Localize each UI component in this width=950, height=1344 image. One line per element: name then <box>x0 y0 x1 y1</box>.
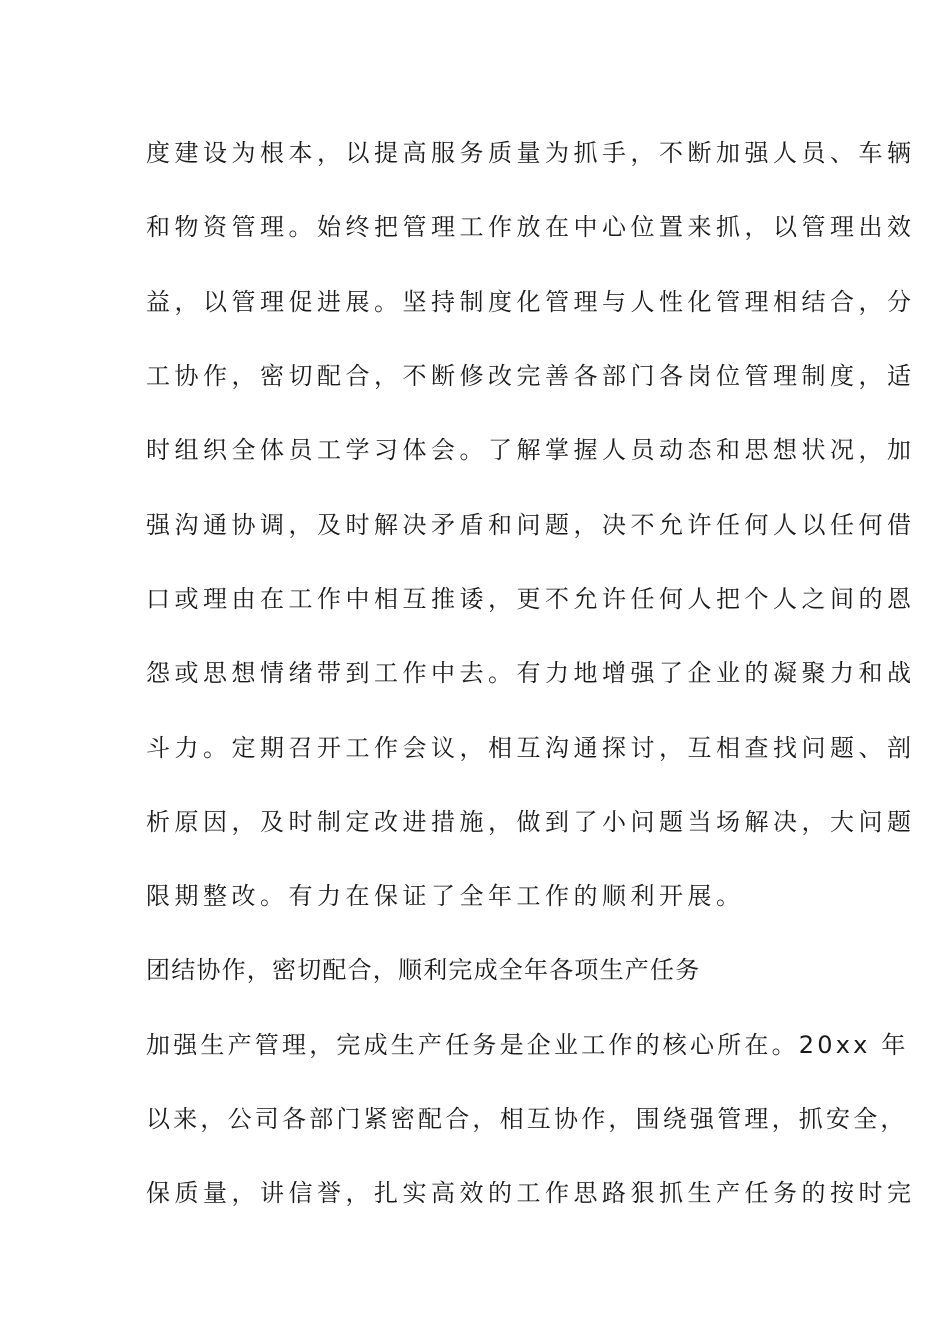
paragraph-line: 限期整改。有力在保证了全年工作的顺利开展。 <box>146 882 745 910</box>
paragraph-line: 加强生产管理，完成生产任务是企业工作的核心所在。20xx 年 <box>146 1031 909 1059</box>
section-heading: 团结协作，密切配合，顺利完成全年各项生产任务 <box>146 956 701 984</box>
paragraph-line: 口或理由在工作中相互推诿，更不允许任何人把个人之间的恩 <box>146 585 916 613</box>
paragraph-line: 时组织全体员工学习体会。了解掌握人员动态和思想状况，加 <box>146 436 916 464</box>
paragraph-line: 以来，公司各部门紧密配合，相互协作，围绕强管理，抓安全， <box>146 1105 908 1133</box>
paragraph-line: 斗力。定期召开工作会议，相互沟通探讨，互相查找问题、剖 <box>146 734 916 762</box>
paragraph-line: 益，以管理促进展。坚持制度化管理与人性化管理相结合，分 <box>146 288 916 316</box>
paragraph-line: 怨或思想情绪带到工作中去。有力地增强了企业的凝聚力和战 <box>146 659 916 687</box>
paragraph-line: 强沟通协调，及时解决矛盾和问题，决不允许任何人以任何借 <box>146 511 916 539</box>
paragraph-line: 析原因，及时制定改进措施，做到了小问题当场解决，大问题 <box>146 808 916 836</box>
paragraph-line: 度建设为根本，以提高服务质量为抓手，不断加强人员、车辆 <box>146 139 916 167</box>
paragraph-line: 工协作，密切配合，不断修改完善各部门各岗位管理制度，适 <box>146 362 916 390</box>
paragraph-line: 和物资管理。始终把管理工作放在中心位置来抓，以管理出效 <box>146 213 916 241</box>
paragraph-line: 保质量，讲信誉，扎实高效的工作思路狠抓生产任务的按时完 <box>146 1179 916 1207</box>
